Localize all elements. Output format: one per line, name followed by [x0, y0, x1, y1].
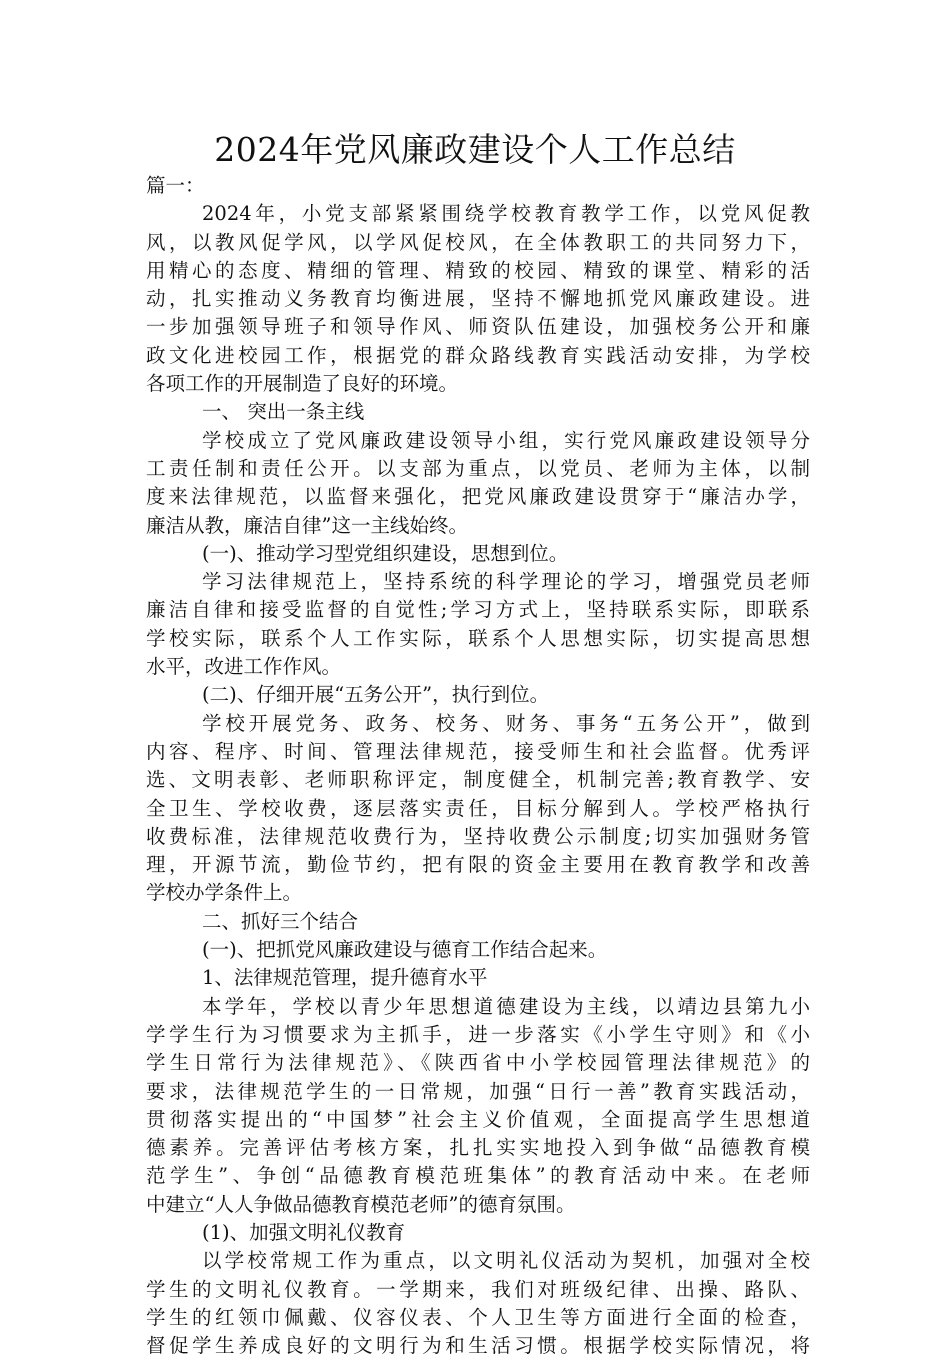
text-line: 学生的文明礼仪教育。一学期来，我们对班级纪律、出操、路队、 [146, 1277, 810, 1301]
text-line: 用精心的态度、精细的管理、精致的校园、精致的课堂、精彩的活 [146, 258, 810, 282]
text-line: 要求，法律规范学生的一日常规，加强“日行一善”教育实践活动， [146, 1079, 810, 1103]
text-line: 廉洁自律和接受监督的自觉性;学习方式上，坚持联系实际，即联系 [146, 598, 810, 622]
text-line: 督促学生养成良好的文明行为和生活习惯。根据学校实际情况，将 [146, 1334, 810, 1358]
text-line: 学学生行为习惯要求为主抓手，进一步落实《小学生守则》和《小 [146, 1022, 810, 1046]
text-line: 范学生”、争创“品德教育模范班集体”的教育活动中来。在老师 [146, 1164, 810, 1188]
text-line: 工责任制和责任公开。以支部为重点，以党员、老师为主体，以制 [146, 456, 810, 480]
text-line: 学校开展党务、政务、校务、财务、事务“五务公开”，做到 [202, 711, 810, 735]
text-line: 学校实际，联系个人工作实际，联系个人思想实际，切实提高思想 [146, 626, 810, 650]
text-line: 收费标准，法律规范收费行为，坚持收费公示制度;切实加强财务管 [146, 824, 810, 848]
text-line: 学习法律规范上，坚持系统的科学理论的学习，增强党员老师 [202, 570, 810, 594]
text-line: 水平，改进工作作风。 [146, 655, 342, 679]
text-line: (一)、推动学习型党组织建设，思想到位。 [202, 541, 569, 565]
text-line: 廉洁从教，廉洁自律”这一主线始终。 [146, 513, 468, 537]
text-line: 理，开源节流，勤俭节约，把有限的资金主要用在教育教学和改善 [146, 853, 810, 877]
text-line: 一、 突出一条主线 [202, 400, 365, 424]
text-line: (1)、加强文明礼仪教育 [202, 1220, 406, 1244]
text-line: 二、抓好三个结合 [202, 909, 359, 933]
text-line: 篇一： [146, 174, 205, 197]
text-line: (二)、仔细开展“五务公开”，执行到位。 [202, 683, 550, 707]
text-line: 度来法律规范，以监督来强化，把党风廉政建设贯穿于“廉洁办学， [146, 485, 810, 509]
text-line: 动，扎实推动义务教育均衡进展，坚持不懈地抓党风廉政建设。进 [146, 287, 810, 311]
text-line: 1、法律规范管理，提升德育水平 [202, 966, 488, 990]
text-line: 学校办学条件上。 [146, 881, 303, 905]
text-line: 全卫生、学校收费，逐层落实责任，目标分解到人。学校严格执行 [146, 796, 810, 820]
document-body [146, 172, 810, 1360]
text-line: 中建立“人人争做品德教育模范老师”的德育氛围。 [146, 1192, 576, 1216]
text-line: (一)、把抓党风廉政建设与德育工作结合起来。 [202, 938, 608, 962]
text-line: 贯彻落实提出的“中国梦”社会主义价值观，全面提高学生思想道 [146, 1107, 810, 1131]
document-title: 2024年党风廉政建设个人工作总结 [214, 130, 736, 169]
text-line: 一步加强领导班子和领导作风、师资队伍建设，加强校务公开和廉 [146, 315, 810, 339]
text-line: 政文化进校园工作，根据党的群众路线教育实践活动安排，为学校 [146, 343, 810, 367]
text-line: 学校成立了党风廉政建设领导小组，实行党风廉政建设领导分 [202, 428, 810, 452]
text-line: 以学校常规工作为重点，以文明礼仪活动为契机，加强对全校 [202, 1249, 810, 1273]
text-line: 学生日常行为法律规范》、《陕西省中小学校园管理法律规范》的 [146, 1051, 810, 1075]
text-line: 2024年，小党支部紧紧围绕学校教育教学工作，以党风促教 [202, 202, 810, 226]
text-line: 内容、程序、时间、管理法律规范，接受师生和社会监督。优秀评 [146, 739, 810, 763]
text-line: 各项工作的开展制造了良好的环境。 [146, 372, 459, 396]
text-line: 风，以教风促学风，以学风促校风，在全体教职工的共同努力下， [146, 230, 810, 254]
text-line: 选、文明表彰、老师职称评定，制度健全，机制完善;教育教学、安 [146, 768, 810, 792]
text-line: 本学年，学校以青少年思想道德建设为主线，以靖边县第九小 [202, 994, 810, 1018]
text-line: 德素养。完善评估考核方案，扎扎实实地投入到争做“品德教育模 [146, 1136, 810, 1160]
text-line: 学生的红领巾佩戴、仪容仪表、个人卫生等方面进行全面的检查， [146, 1305, 810, 1329]
